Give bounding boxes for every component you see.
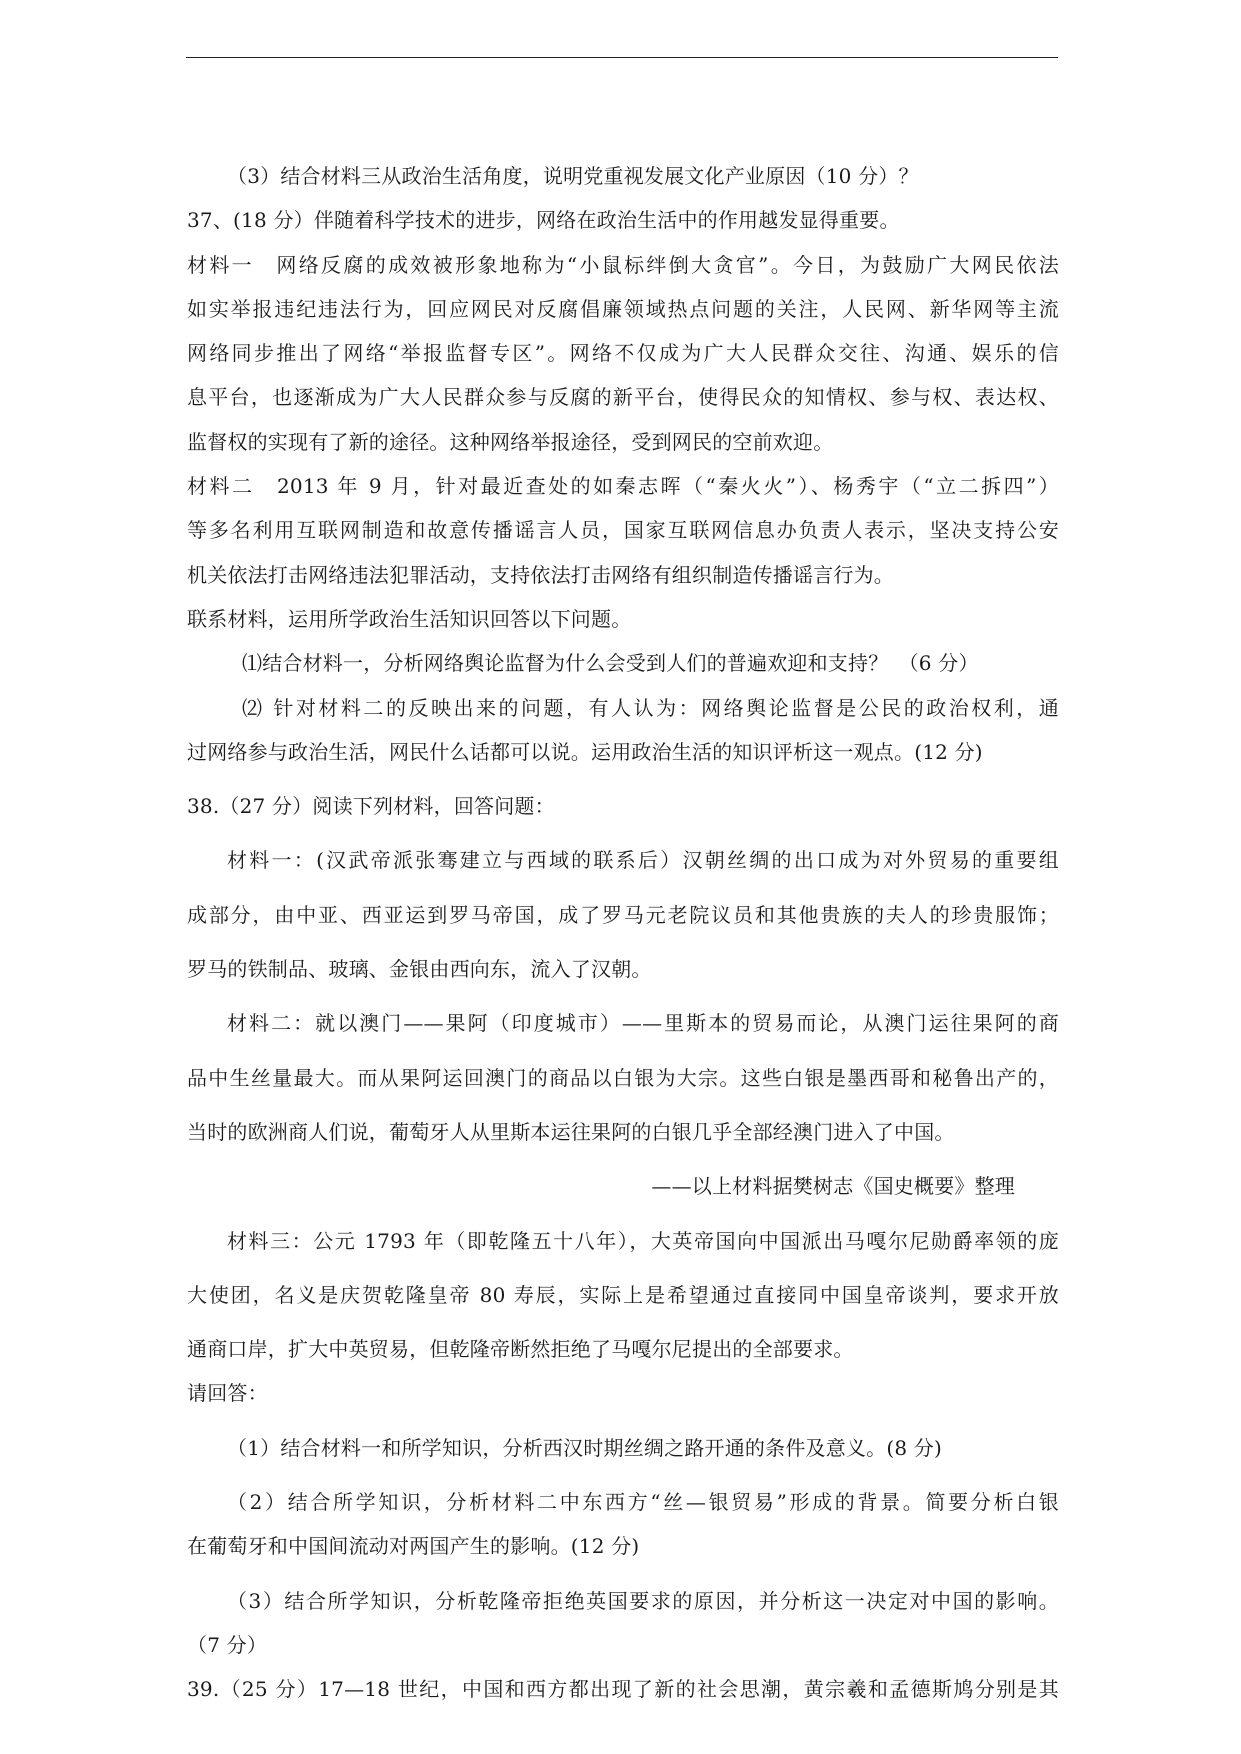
q38-material2-line2: 品中生丝量最大。而从果阿运回澳门的商品以白银为大宗。这些白银是墨西哥和秘鲁出产的，: [187, 1065, 1059, 1090]
q37-material1-line2: 如实举报违纪违法行为，回应网民对反腐倡廉领域热点问题的关注，人民网、新华网等主流: [187, 296, 1059, 321]
q38-material2-line3: 当时的欧洲商人们说，葡萄牙人从里斯本运往果阿的白银几乎全部经澳门进入了中国。: [187, 1119, 955, 1144]
q38-part1: （1）结合材料一和所学知识，分析西汉时期丝绸之路开通的条件及意义。(8 分): [227, 1435, 943, 1460]
q37-header: 37、(18 分）伴随着科学技术的进步，网络在政治生活中的作用越发显得重要。: [187, 208, 900, 233]
q38-part3-line1: （3）结合所学知识，分析乾隆帝拒绝英国要求的原因，并分析这一决定对中国的影响。: [227, 1588, 1059, 1613]
q38-part2-line2: 在葡萄牙和中国间流动对两国产生的影响。(12 分): [187, 1534, 640, 1559]
q37-part2-line1: ⑵ 针对材料二的反映出来的问题，有人认为：网络舆论监督是公民的政治权利，通: [242, 695, 1059, 720]
q37-part2-line2: 过网络参与政治生活，网民什么话都可以说。运用政治生活的知识评析这一观点。(12 分): [187, 739, 983, 764]
header-rule: [186, 57, 1058, 58]
q38-material3-line3: 通商口岸，扩大中英贸易，但乾隆帝断然拒绝了马嘎尔尼提出的全部要求。: [187, 1337, 854, 1362]
q37-part1: ⑴结合材料一，分析网络舆论监督为什么会受到人们的普遍欢迎和支持？ （6 分）: [242, 651, 979, 676]
q37-material2-line3: 机关依法打击网络违法犯罪活动，支持依法打击网络有组织制造传播谣言行为。: [187, 562, 894, 587]
q38-material3-line1: 材料三：公元 1793 年（即乾隆五十八年），大英帝国向中国派出马嘎尔尼勋爵率领的庞: [227, 1228, 1059, 1253]
q38-source-attribution: ——以上材料据樊树志《国史概要》整理: [651, 1174, 1015, 1199]
q38-material2-line1: 材料二：就以澳门——果阿（印度城市）——里斯本的贸易而论，从澳门运往果阿的商: [227, 1011, 1059, 1036]
q37-material1-line5: 监督权的实现有了新的途径。这种网络举报途径，受到网民的空前欢迎。: [187, 429, 834, 454]
q38-instruction: 请回答：: [187, 1381, 268, 1406]
q38-part3-line2: （7 分）: [187, 1632, 268, 1657]
q37-material1-line1: 材料一 网络反腐的成效被形象地称为“小鼠标绊倒大贪官”。今日，为鼓励广大网民依法: [187, 252, 1059, 277]
q39-header: 39.（25 分）17—18 世纪，中国和西方都出现了新的社会思潮，黄宗羲和孟德斯鸠分别是其: [187, 1677, 1059, 1702]
q37-instruction: 联系材料，运用所学政治生活知识回答以下问题。: [187, 606, 632, 631]
q38-part2-line1: （2）结合所学知识，分析材料二中东西方“丝—银贸易”形成的背景。简要分析白银: [227, 1490, 1059, 1515]
q37-material1-line3: 网络同步推出了网络“举报监督专区”。网络不仅成为广大人民群众交往、沟通、娱乐的信: [187, 341, 1059, 366]
q37-material1-line4: 息平台，也逐渐成为广大人民群众参与反腐的新平台，使得民众的知情权、参与权、表达权、: [187, 385, 1059, 410]
q38-header: 38.（27 分）阅读下列材料，回答问题：: [187, 794, 555, 819]
q38-material1-line2: 成部分，由中亚、西亚运到罗马帝国，成了罗马元老院议员和其他贵族的夫人的珍贵服饰；: [187, 902, 1059, 927]
q37-material2-line1: 材料二 2013 年 9 月，针对最近查处的如秦志晖（“秦火火”）、杨秀宇（“立二拆四”）: [187, 474, 1059, 499]
q38-material1-line3: 罗马的铁制品、玻璃、金银由西向东，流入了汉朝。: [187, 957, 652, 982]
q36-part3: （3）结合材料三从政治生活角度，说明党重视发展文化产业原因（10 分）？: [227, 164, 919, 188]
q37-material2-line2: 等多名利用互联网制造和故意传播谣言人员，国家互联网信息办负责人表示，坚决支持公安: [187, 518, 1059, 543]
q38-material3-line2: 大使团，名义是庆贺乾隆皇帝 80 寿辰，实际上是希望通过直接同中国皇帝谈判，要求开放: [187, 1282, 1059, 1307]
document-body: [187, 154, 1059, 1712]
q38-material1-line1: 材料一：(汉武帝派张骞建立与西域的联系后）汉朝丝绸的出口成为对外贸易的重要组: [227, 848, 1059, 873]
